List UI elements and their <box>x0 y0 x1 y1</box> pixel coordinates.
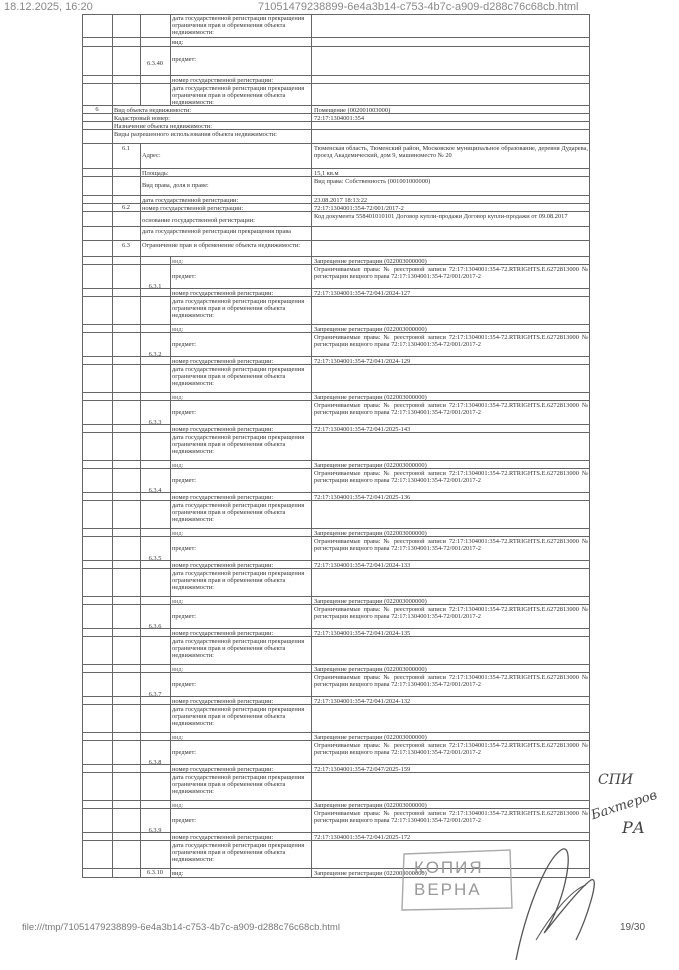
restrictions-list <box>82 257 590 869</box>
row-vid <box>82 733 590 741</box>
label-vid: вид: <box>170 38 312 46</box>
row-data-prekr <box>82 297 590 325</box>
value-nomer: 72:17:1304001:354-72/041/2024-129 <box>314 358 411 365</box>
browser-header <box>0 0 679 14</box>
label-data-prekr: дата государственной регистрации прекращения ограничения прав и обременения объекта недвижимости: <box>170 365 312 392</box>
value-nomer: 72:17:1304001:354-72/041/2024-132 <box>314 698 411 705</box>
value-ploshad: 15,1 кв.м <box>314 170 339 177</box>
label-data-prekr: дата государственной регистрации прекращения ограничения прав и обременения объекта недвижимости: <box>170 297 312 324</box>
value-predmet: Ограничиваемые права: № реестровой записи 72:17:1304001:354-72.RTRIGHTS.E.6272813000 № регистрации вещного права 72:17:1304001:354-72/001/2017-2 <box>314 470 588 484</box>
label-nomer: номер государственной регистрации: <box>170 425 312 432</box>
row-top-vid <box>82 38 590 47</box>
row-vid <box>82 257 590 265</box>
row-ogran <box>82 241 590 257</box>
row-data-reg <box>82 196 590 204</box>
value-nomer: 72:17:1304001:354-72/041/2025-172 <box>314 834 411 841</box>
signature-text: РА <box>622 818 645 837</box>
label-vid: вид: <box>170 597 312 604</box>
label-data-prekr: дата государственной регистрации прекращения ограничения прав и обременения объекта недвижимости: <box>170 705 312 732</box>
row-predmet <box>82 265 590 289</box>
row-top-data-prekr2 <box>82 84 590 106</box>
label-predmet: предмет: <box>170 47 312 75</box>
label-vid-prava: Вид права, доля в праве: <box>140 177 312 195</box>
value-vid: Запрещение регистрации (022003000000) <box>314 870 427 877</box>
label-data-prekr: дата государственной регистрации прекращения ограничения прав и обременения объекта недвижимости: <box>170 569 312 596</box>
row-adres <box>82 144 590 169</box>
value-vid: Запрещение регистрации (022003000000) <box>314 666 427 673</box>
row-top-nomer <box>82 76 590 84</box>
label-nomer: номер государственной регистрации: <box>170 765 312 772</box>
label-adres: Адрес: <box>140 144 312 168</box>
value-predmet: Ограничиваемые права: № реестровой записи 72:17:1304001:354-72.RTRIGHTS.E.6272813000 № регистрации вещного права 72:17:1304001:354-72/001/2017-2 <box>314 266 588 280</box>
signature-scribble <box>506 820 616 970</box>
label-predmet: предмет: <box>170 605 312 628</box>
label-nomer: номер государственной регистрации: <box>170 76 312 83</box>
row-osnov <box>82 212 590 227</box>
value-vid-obj: Помещение (002001003000) <box>314 107 391 114</box>
row-vid <box>82 529 590 537</box>
value-vid-prava: Вид права: Собственность (001001000000) <box>314 178 431 185</box>
row-nomer <box>82 561 590 569</box>
row-data-prekr <box>82 637 590 665</box>
label-kad: Кадастровый номер: <box>112 114 312 121</box>
row-nomer-reg <box>82 204 590 212</box>
label-nomer: номер государственной регистрации: <box>170 697 312 704</box>
label-vid: вид: <box>170 461 312 468</box>
label-razresh: Виды разрешенного использования объекта недвижимости: <box>112 130 312 143</box>
row-nomer <box>82 289 590 297</box>
label-predmet: предмет: <box>170 673 312 696</box>
restriction-block <box>82 529 590 597</box>
label-vid: вид: <box>170 665 312 672</box>
sub-number: 6.3.3 <box>140 401 171 424</box>
value-nomer: 72:17:1304001:354-72/047/2025-159 <box>314 766 411 773</box>
label-naznach: Назначение объекта недвижимости: <box>112 122 312 129</box>
row-vid-obj <box>82 106 590 114</box>
sub-number: 6.2 <box>112 204 141 211</box>
value-osnov: Код документа 558401010101 Договор купли-продажи Договор купли-продажи от 09.08.2017 <box>314 213 568 220</box>
copy-stamp <box>398 846 518 912</box>
label-data-prekr: дата государственной регистрации прекращения ограничения прав и обременения объекта недвижимости: <box>170 841 312 868</box>
row-top-data-prekr <box>82 14 590 38</box>
row-top-predmet <box>82 47 590 76</box>
sub-number: 6.3.5 <box>140 537 171 560</box>
value-data-reg: 23.08.2017 18:13:22 <box>314 197 368 204</box>
label-nomer: номер государственной регистрации: <box>170 289 312 296</box>
value-predmet: Ограничиваемые права: № реестровой записи 72:17:1304001:354-72.RTRIGHTS.E.6272813000 № регистрации вещного права 72:17:1304001:354-72/001/2017-2 <box>314 606 588 620</box>
restriction-block <box>82 597 590 665</box>
value-vid: Запрещение регистрации (022003000000) <box>314 530 427 537</box>
value-vid: Запрещение регистрации (022003000000) <box>314 802 427 809</box>
row-nomer <box>82 629 590 637</box>
value-vid: Запрещение регистрации (022003000000) <box>314 462 427 469</box>
value-nomer: 72:17:1304001:354-72/041/2024-135 <box>314 630 411 637</box>
row-vid <box>82 801 590 809</box>
restriction-block <box>82 733 590 801</box>
signature-text: СПИ <box>598 772 634 788</box>
sub-number: 6.3.40 <box>140 47 171 75</box>
stamp-text: ВЕРНА <box>414 880 482 899</box>
label-predmet: предмет: <box>170 333 312 356</box>
row-naznach <box>82 122 590 130</box>
print-datetime: 18.12.2025, 16:20 <box>4 1 93 13</box>
value-predmet: Ограничиваемые права: № реестровой записи 72:17:1304001:354-72.RTRIGHTS.E.6272813000 № регистрации вещного права 72:17:1304001:354-72/001/2017-2 <box>314 742 588 756</box>
row-data-prekr <box>82 773 590 801</box>
label-vid: вид: <box>170 733 312 740</box>
row-predmet <box>82 741 590 765</box>
label-vid: вид: <box>170 529 312 536</box>
sub-number: 6.3.6 <box>140 605 171 628</box>
label-vid: вид: <box>170 393 312 400</box>
row-nomer <box>82 493 590 501</box>
label-data-prekr: дата государственной регистрации прекращения ограничения прав и обременения объекта недвижимости: <box>170 637 312 664</box>
page-number: 19/30 <box>620 922 646 933</box>
label-predmet: предмет: <box>170 809 312 832</box>
value-predmet: Ограничиваемые права: № реестровой записи 72:17:1304001:354-72.RTRIGHTS.E.6272813000 № регистрации вещного права 72:17:1304001:354-72/001/2017-2 <box>314 402 588 416</box>
sub-number: 6.3.8 <box>140 741 171 764</box>
value-vid: Запрещение регистрации (022003000000) <box>314 258 427 265</box>
value-predmet: Ограничиваемые права: № реестровой записи 72:17:1304001:354-72.RTRIGHTS.E.6272813000 № регистрации вещного права 72:17:1304001:354-72/001/2017-2 <box>314 674 588 688</box>
row-vid <box>82 461 590 469</box>
row-vid-prava <box>82 177 590 196</box>
value-nomer: 72:17:1304001:354-72/041/2024-133 <box>314 562 411 569</box>
label-vid: вид: <box>170 325 312 332</box>
sub-number: 6.3.1 <box>140 265 171 288</box>
value-predmet: Ограничиваемые права: № реестровой записи 72:17:1304001:354-72.RTRIGHTS.E.6272813000 № регистрации вещного права 72:17:1304001:354-72/001/2017-2 <box>314 334 588 348</box>
value-nomer-reg: 72:17:1304001:354-72/001/2017-2 <box>314 205 404 212</box>
print-url-top: 71051479238899-6e4a3b14-c753-4b7c-a909-d288c76c68cb.html <box>258 1 579 13</box>
row-razresh <box>82 130 590 144</box>
label-ogran: Ограничение прав и обременение объекта недвижимости: <box>140 241 312 256</box>
row-predmet <box>82 673 590 697</box>
label-vid-obj: Вид объекта недвижимости: <box>112 106 312 113</box>
label-ploshad: Площадь: <box>140 169 312 176</box>
label-predmet: предмет: <box>170 265 312 288</box>
label-data-reg: дата государственной регистрации: <box>140 196 312 203</box>
row-predmet <box>82 333 590 357</box>
restriction-block <box>82 461 590 529</box>
label-predmet: предмет: <box>170 537 312 560</box>
print-url-bottom: file:///tmp/71051479238899-6e4a3b14-c753-4b7c-a909-d288c76c68cb.html <box>22 922 340 933</box>
value-vid: Запрещение регистрации (022003000000) <box>314 326 427 333</box>
row-data-prekr <box>82 365 590 393</box>
label-data-prekr: дата государственной регистрации прекращения ограничения прав и обременения объекта недвижимости: <box>170 14 312 37</box>
restriction-block <box>82 393 590 461</box>
label-predmet: предмет: <box>170 741 312 764</box>
sub-number: 6.3.4 <box>140 469 171 492</box>
row-data-prekr <box>82 433 590 461</box>
label-nomer: номер государственной регистрации: <box>170 629 312 636</box>
label-predmet: предмет: <box>170 401 312 424</box>
label-data-prekr: дата государственной регистрации прекращения ограничения прав и обременения объекта недвижимости: <box>170 773 312 800</box>
restriction-block <box>82 665 590 733</box>
row-data-prekr <box>82 501 590 529</box>
label-nomer: номер государственной регистрации: <box>170 357 312 364</box>
value-kad: 72:17:1304001:354 <box>314 115 365 122</box>
row-predmet <box>82 469 590 493</box>
value-predmet: Ограничиваемые права: № реестровой записи 72:17:1304001:354-72.RTRIGHTS.E.6272813000 № регистрации вещного права 72:17:1304001:354-72/001/2017-2 <box>314 538 588 552</box>
row-ploshad <box>82 169 590 177</box>
row-vid <box>82 325 590 333</box>
value-adres: Тюменская область, Тюменский район, Московское муниципальное образование, деревня Дударева, проезд Академический, дом 9, машиноместо № 20 <box>314 145 588 159</box>
label-data-prekr: дата государственной регистрации прекращения ограничения прав и обременения объекта недвижимости: <box>170 433 312 460</box>
row-kad <box>82 114 590 122</box>
value-nomer: 72:17:1304001:354-72/041/2025-143 <box>314 426 411 433</box>
value-vid: Запрещение регистрации (022003000000) <box>314 394 427 401</box>
handwritten-signature <box>586 770 676 860</box>
sub-number: 6.3.10 <box>140 869 171 877</box>
restriction-block <box>82 325 590 393</box>
row-vid <box>82 597 590 605</box>
row-nomer <box>82 697 590 705</box>
label-vid: вид: <box>170 801 312 808</box>
row-data-prekr-prava <box>82 227 590 241</box>
row-vid <box>82 393 590 401</box>
label-osnov: основание государственной регистрации: <box>140 212 312 226</box>
sub-number: 6.3.2 <box>140 333 171 356</box>
label-data-prekr-prava: дата государственной регистрации прекращения права <box>140 227 312 240</box>
label-nomer: номер государственной регистрации: <box>170 833 312 840</box>
sub-number: 6.3.7 <box>140 673 171 696</box>
row-predmet <box>82 537 590 561</box>
label-vid: вид: <box>170 869 312 877</box>
value-nomer: 72:17:1304001:354-72/041/2025-136 <box>314 494 411 501</box>
sub-number: 6.3 <box>112 241 141 256</box>
label-nomer: номер государственной регистрации: <box>170 493 312 500</box>
row-predmet <box>82 605 590 629</box>
row-nomer <box>82 357 590 365</box>
sub-number: 6.3.9 <box>140 809 171 832</box>
label-predmet: предмет: <box>170 469 312 492</box>
label-data-prekr: дата государственной регистрации прекращения ограничения прав и обременения объекта недвижимости: <box>170 84 312 105</box>
row-data-prekr <box>82 569 590 597</box>
row-nomer <box>82 765 590 773</box>
stamp-text: КОПИЯ <box>414 858 484 877</box>
value-nomer: 72:17:1304001:354-72/041/2024-127 <box>314 290 411 297</box>
document-table <box>82 14 590 878</box>
label-data-prekr: дата государственной регистрации прекращения ограничения прав и обременения объекта недвижимости: <box>170 501 312 528</box>
label-nomer: номер государственной регистрации: <box>170 561 312 568</box>
label-nomer-reg: номер государственной регистрации: <box>140 204 312 211</box>
row-data-prekr <box>82 705 590 733</box>
value-vid: Запрещение регистрации (022003000000) <box>314 734 427 741</box>
sub-number: 6.1 <box>112 144 141 168</box>
signature-text: Бахтеров <box>589 787 660 824</box>
row-vid <box>82 665 590 673</box>
row-predmet <box>82 401 590 425</box>
row-nomer <box>82 425 590 433</box>
value-vid: Запрещение регистрации (022003000000) <box>314 598 427 605</box>
section-number: 6 <box>82 106 113 113</box>
value-predmet: Ограничиваемые права: № реестровой записи 72:17:1304001:354-72.RTRIGHTS.E.6272813000 № регистрации вещного права 72:17:1304001:354-72/001/2017-2 <box>314 810 588 824</box>
label-vid: вид: <box>170 257 312 264</box>
restriction-block <box>82 257 590 325</box>
